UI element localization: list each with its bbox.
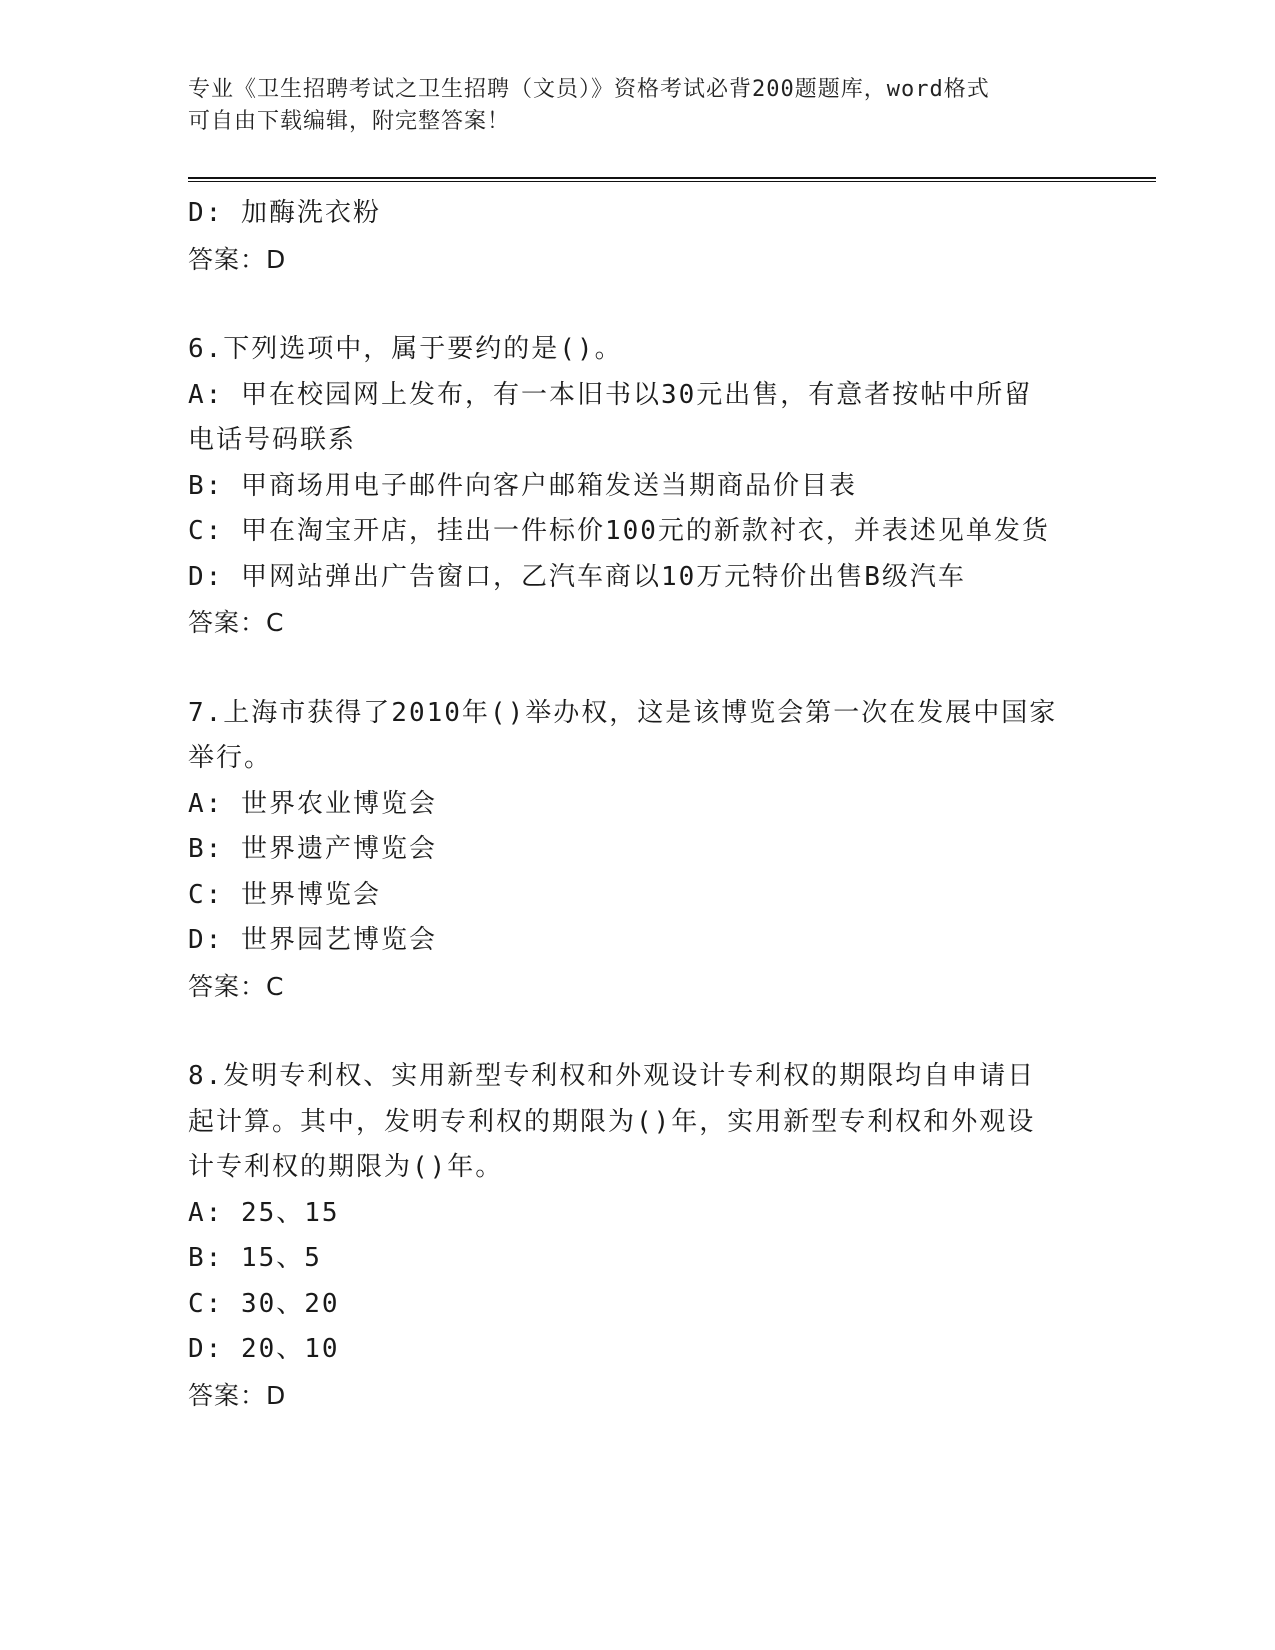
option-a: A: 甲在校园网上发布，有一本旧书以30元出售，有意者按帖中所留 [188, 379, 1033, 410]
option-d: D: 20、10 [188, 1334, 340, 1364]
answer-line: 答案：C [188, 971, 285, 1001]
question-content [188, 191, 1088, 1418]
question-stem: 6.下列选项中，属于要约的是()。 [188, 334, 623, 364]
option-c: C: 甲在淘宝开店，挂出一件标价100元的新款衬衣，并表述见单发货 [188, 516, 1050, 546]
question-stem-continuation: 计专利权的期限为()年。 [188, 1152, 504, 1182]
question-block-8 [188, 1054, 1088, 1418]
option-a: A: 25、15 [188, 1197, 340, 1228]
question-stem: 7.上海市获得了2010年()举办权，这是该博览会第一次在发展中国家 [188, 697, 1058, 728]
spacer [188, 646, 1088, 691]
question-stem: 8.发明专利权、实用新型专利权和外观设计专利权的期限均自申请日 [188, 1061, 1036, 1091]
header-line-2: 可自由下载编辑，附完整答案！ [188, 109, 511, 134]
question-block-6 [188, 327, 1088, 646]
spacer [188, 282, 1088, 327]
header-divider [188, 177, 1156, 182]
option-b: B: 世界遗产博览会 [188, 834, 437, 864]
answer-line: 答案：D [188, 1380, 287, 1410]
answer-line: 答案：C [188, 608, 285, 637]
question-stem-continuation: 起计算。其中，发明专利权的期限为()年，实用新型专利权和外观设 [188, 1106, 1036, 1137]
option-b: B: 甲商场用电子邮件向客户邮箱发送当期商品价目表 [188, 470, 857, 501]
answer-line: 答案：D [188, 244, 287, 274]
option-c: C: 30、20 [188, 1288, 340, 1319]
question-stem-continuation: 举行。 [188, 743, 273, 773]
option-d: D: 世界园艺博览会 [188, 925, 437, 955]
option-c: C: 世界博览会 [188, 879, 381, 910]
header-line-1: 专业《卫生招聘考试之卫生招聘（文员）》资格考试必背200题题库，word格式 [188, 77, 990, 102]
option-a: A: 世界农业博览会 [188, 788, 437, 819]
question-block-7 [188, 691, 1088, 1010]
option-d: D: 加酶洗衣粉 [188, 198, 381, 228]
page-header [188, 74, 1068, 138]
option-b: B: 15、5 [188, 1243, 322, 1273]
option-d: D: 甲网站弹出广告窗口，乙汽车商以10万元特价出售B级汽车 [188, 561, 966, 592]
option-a-continuation: 电话号码联系 [188, 425, 357, 455]
spacer [188, 1009, 1088, 1054]
